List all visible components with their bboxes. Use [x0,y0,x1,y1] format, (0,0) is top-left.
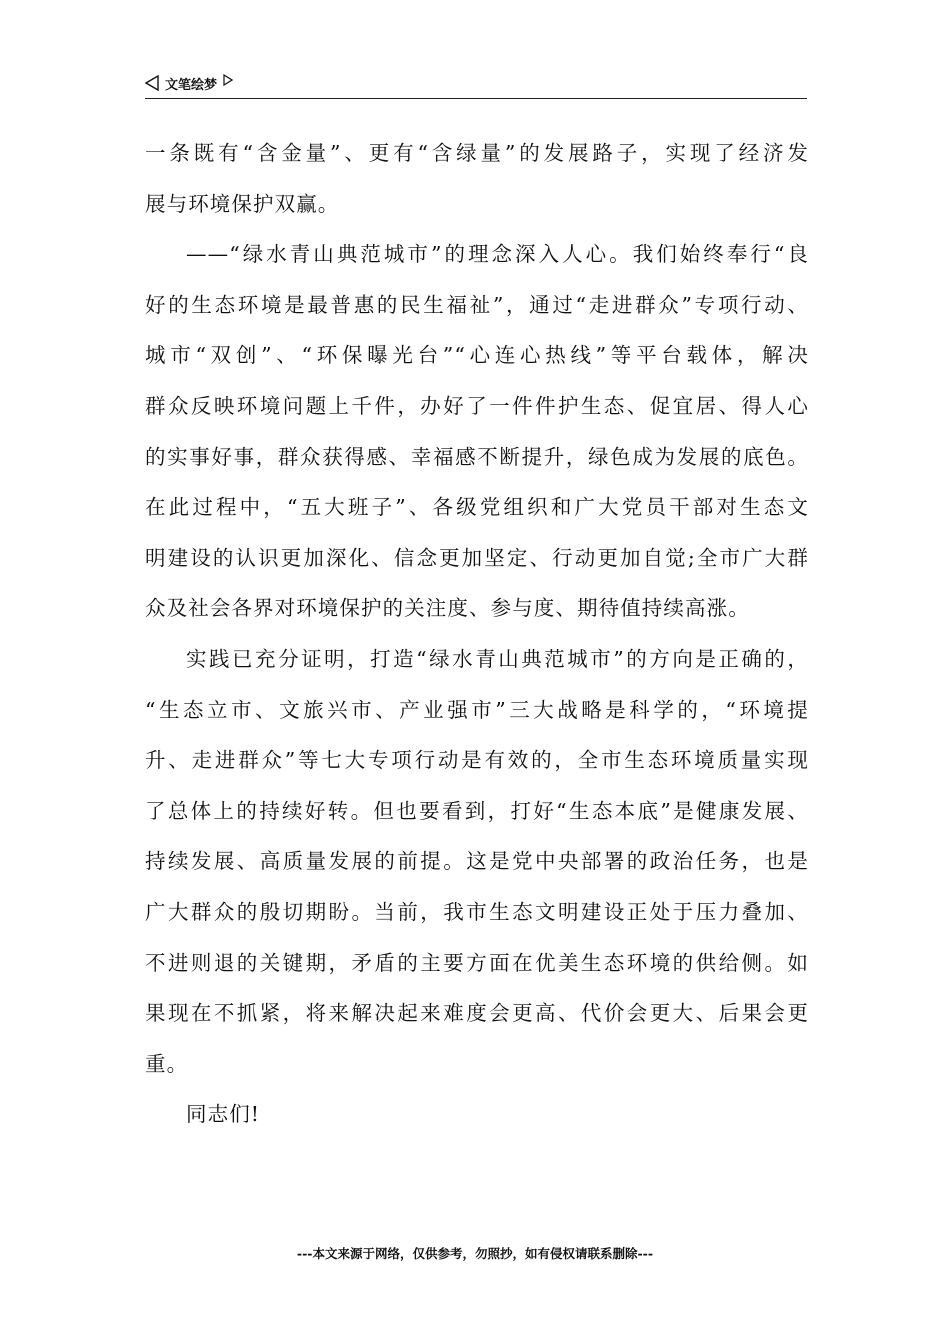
text-line: 明建设的认识更加深化、信念更加坚定、行动更加自觉;全市广大群 [145,545,809,570]
text-line: 好的生态环境是最普惠的民生福祉”，通过“走进群众”专项行动、 [145,292,809,317]
text-line: 升、走进群众”等七大专项行动是有效的，全市生态环境质量实现 [145,748,809,773]
paragraph-start-line: ——“绿水青山典范城市”的理念深入人心。我们始终奉行“良 [186,242,809,267]
text-line: 果现在不抓紧，将来解决起来难度会更高、代价会更大、后果会更 [145,1001,809,1026]
text-line: 一条既有“含金量”、更有“含绿量”的发展路子，实现了经济发 [145,141,809,165]
text-line: 展与环境保护双赢。 [145,191,340,216]
text-line: 重。 [145,1051,189,1076]
page-header [145,72,807,99]
text-line: 的实事好事，群众获得感、幸福感不断提升，绿色成为发展的底色。 [145,444,809,469]
text-line: 在此过程中，“五大班子”、各级党组织和广大党员干部对生态文 [145,495,809,520]
text-line: 众及社会各界对环境保护的关注度、参与度、期待值持续高涨。 [145,596,750,621]
header-brand [145,72,233,94]
header-title: 文笔绘梦 [165,77,218,93]
text-line: 城市“双创”、“环保曝光台”“心连心热线”等平台载体，解决 [145,343,809,368]
footer-notice: ---本文来源于网络，仅供参考，勿照抄，如有侵权请联系删除--- [296,1246,654,1261]
text-line: 广大群众的殷切期盼。当前，我市生态文明建设正处于压力叠加、 [145,899,809,924]
paragraph-start-line: 同志们! [186,1102,261,1127]
text-line: 不进则退的关键期，矛盾的主要方面在优美生态环境的供给侧。如 [145,950,809,975]
triangle-right-icon [223,74,233,86]
text-line: “生态立市、文旅兴市、产业强市”三大战略是科学的，“环境提 [145,697,809,722]
text-line: 群众反映环境问题上千件，办好了一件件护生态、促宜居、得人心 [145,393,809,418]
document-body [145,128,809,1140]
text-line: 持续发展、高质量发展的前提。这是党中央部署的政治任务，也是 [145,849,809,874]
text-line: 了总体上的持续好转。但也要看到，打好“生态本底”是健康发展、 [145,798,809,823]
triangle-left-icon [145,75,159,91]
paragraph-start-line: 实践已充分证明，打造“绿水青山典范城市”的方向是正确的， [186,646,809,671]
